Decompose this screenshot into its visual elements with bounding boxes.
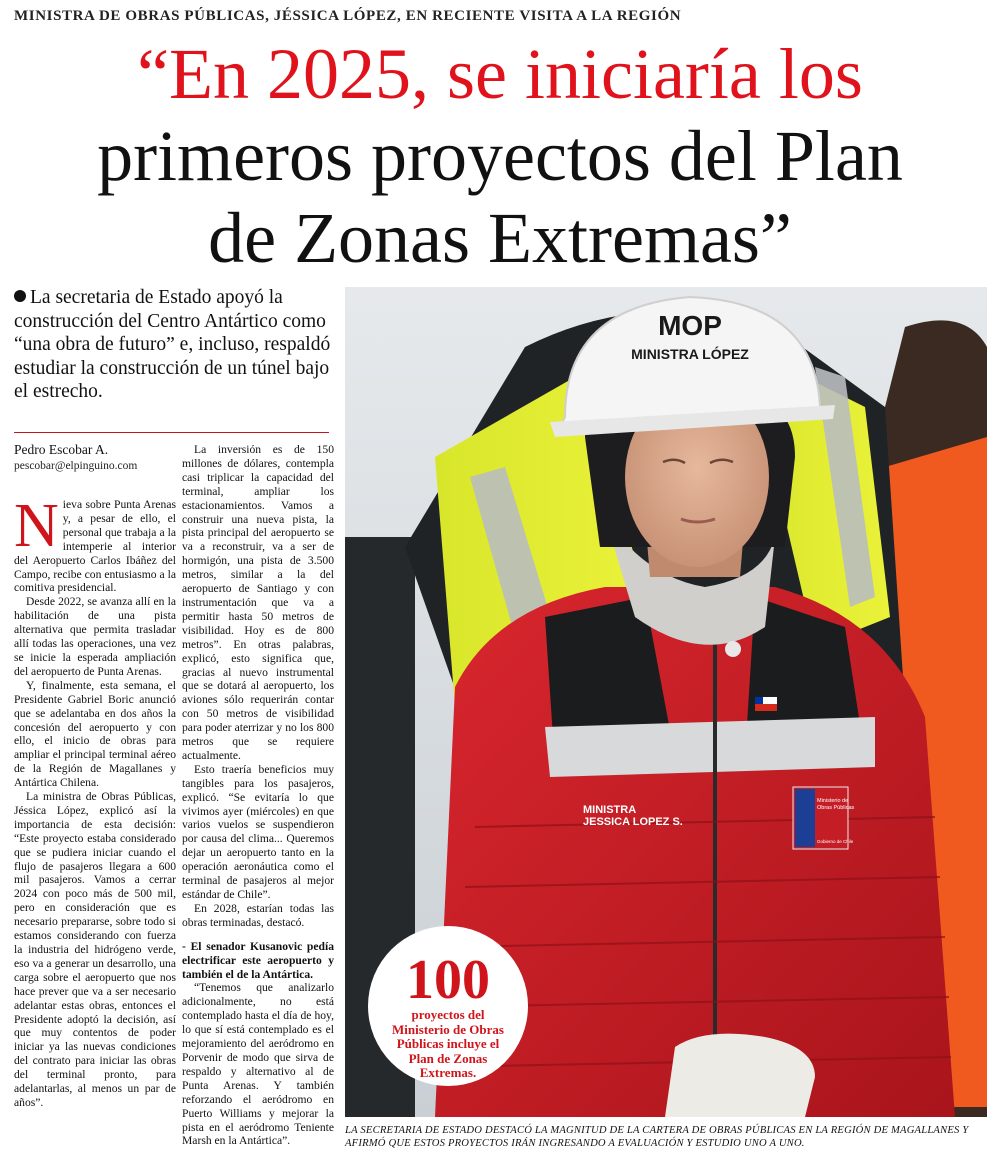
article-paragraph: Esto traería beneficios muy tangibles para los pasajeros, explicó. “Se evitaría lo que vivimos ayer (miércoles) en que varios vuelos se suspendieron por causa del clima... Queremos dejar un aeropuerto tanto en la operación aeronáutica como el terminal de pasajeros al mejor estándar de Chile”. <box>182 762 334 901</box>
stat-number: 100 <box>406 949 490 1011</box>
author-name: Pedro Escobar A. <box>14 442 109 457</box>
svg-text:Gobierno de Chile: Gobierno de Chile <box>817 839 854 844</box>
article-subhead: - El senador Kusanovic pedía electrificar este aeropuerto y también el de la Antártica. <box>182 939 334 981</box>
gloves <box>665 1034 815 1117</box>
drop-cap: N <box>14 492 59 560</box>
lead-text: La secretaria de Estado apoyó la construcción del Centro Antártico como “una obra de futuro” e, incluso, respaldó estudiar la construcción de un túnel bajo el estrecho. <box>14 287 331 402</box>
microphone-icon <box>725 641 741 657</box>
stat-callout <box>368 926 528 1086</box>
photo-caption: LA SECRETARIA DE ESTADO DESTACÓ LA MAGNITUD DE LA CARTERA DE OBRAS PÚBLICAS EN LA REGIÓN DE MAGALLANES Y AFIRMÓ QUE ESTOS PROYECTOS IRÁN INGRESANDO A EVALUACIÓN Y ESTUDIO UNO A UNO. <box>345 1125 969 1149</box>
jacket-line-1: MINISTRA <box>583 804 637 816</box>
lead-paragraph <box>14 286 334 404</box>
svg-text:Ministerio de: Ministerio de <box>817 798 849 804</box>
article-paragraph: Desde 2022, se avanza allí en la habilitación de una pista alternativa que permita trasladar allí todas las operaciones, una vez se inicie la esperada ampliación del aeropuerto de Punta Arenas. <box>14 595 176 678</box>
jacket-line-2: JESSICA LOPEZ S. <box>583 816 683 828</box>
article-column-1 <box>14 492 176 1110</box>
bullet-icon <box>14 290 26 302</box>
helmet-line-2: MINISTRA LÓPEZ <box>631 346 749 362</box>
article-paragraph: En 2028, estarían todas las obras terminadas, destacó. <box>182 901 334 929</box>
headline <box>0 34 1000 282</box>
kicker: MINISTRA DE OBRAS PÚBLICAS, JÉSSICA LÓPEZ, EN RECIENTE VISITA A LA REGIÓN <box>14 8 682 24</box>
headline-line-3: de Zonas Extremas” <box>208 198 792 278</box>
chile-flag-icon <box>755 697 777 711</box>
divider <box>14 432 329 433</box>
article-paragraph: La inversión es de 150 millones de dólares, contempla casi triplicar la capacidad del terminal, ampliar los estacionamientos. Vamos a construir una nueva pista, la pista principal del aeropuerto se va a reconstruir, va a ser de hormigón, una pista de 3.500 metros, similar a la del aeropuerto de Santiago y con instrumentación que va a permitir hasta 50 metros de visibilidad. Hoy es de 800 metros”. En otras palabras, explicó, esto significa que, gracias al nuevo instrumental que se dotará al aeropuerto, los aviones sólo requerirán contar con 50 metros de visibilidad para poder aterrizar y no los 800 metros que se requiere actualmente. <box>182 443 334 762</box>
article-column-2 <box>182 443 334 1148</box>
headline-line-1: “En 2025, se iniciaría los <box>137 34 863 114</box>
byline <box>14 442 184 474</box>
article-paragraph: Y, finalmente, esta semana, el Presidente Gabriel Boric anunció que se adelantaba en dos años la concesión del aeropuerto y con ello, el inicio de obras para ampliar el principal terminal aéreo de la Región de Magallanes y Antártica Chilena. <box>14 678 176 790</box>
svg-text:Obras Públicas: Obras Públicas <box>817 805 855 811</box>
headline-line-2: primeros proyectos del Plan <box>97 116 903 196</box>
author-email[interactable]: pescobar@elpinguino.com <box>14 460 138 472</box>
stat-text: proyectos del Ministerio de Obras Públicas incluye el Plan de Zonas Extremas. <box>392 1007 504 1080</box>
helmet-line-1: MOP <box>658 310 722 341</box>
article-paragraph: La ministra de Obras Públicas, Jéssica López, explicó así la importancia de esta decisión: “Este proyecto estaba considerado que se pudiera iniciar cuando el flujo de pasajeros llegara a 600 mil pasajeros. Vamos a cerrar 2024 con poco más de 500 mil, pero en consideración que es necesario prepararse, sobre todo si estamos considerando con fuerza la industria del hidrógeno verde, eso va a generar un desarrollo, una carga sobre el aeropuerto que nos hace prever que va a ser necesario adelantar estas obras, entonces el Presidente adoptó la decisión, así que muy contentos de poder iniciar ya las nuevas condiciones del contrato para iniciar las obras del terminal pronto, para adelantarlas, al menos un par de años”. <box>14 790 176 1109</box>
article-paragraph: “Tenemos que analizarlo adicionalmente, no está contemplado hasta el día de hoy, lo que sí está contemplado es el mejoramiento del aeródromo en Porvenir de modo que sirva de respaldo y alternativo al de Punta Arenas. Y también reforzando el aeródromo en Puerto Williams y mejorar la pista en el aeródromo Teniente Marsh en la Antártica”. <box>182 981 334 1148</box>
article-paragraph: Nieva sobre Punta Arenas y, a pesar de ello, el personal que trabaja a la intemperie al interior del Aeropuerto Carlos Ibáñez del Campo, recibe con entusiasmo a la comitiva presidencial. <box>14 492 176 595</box>
ministry-badge <box>793 787 855 849</box>
